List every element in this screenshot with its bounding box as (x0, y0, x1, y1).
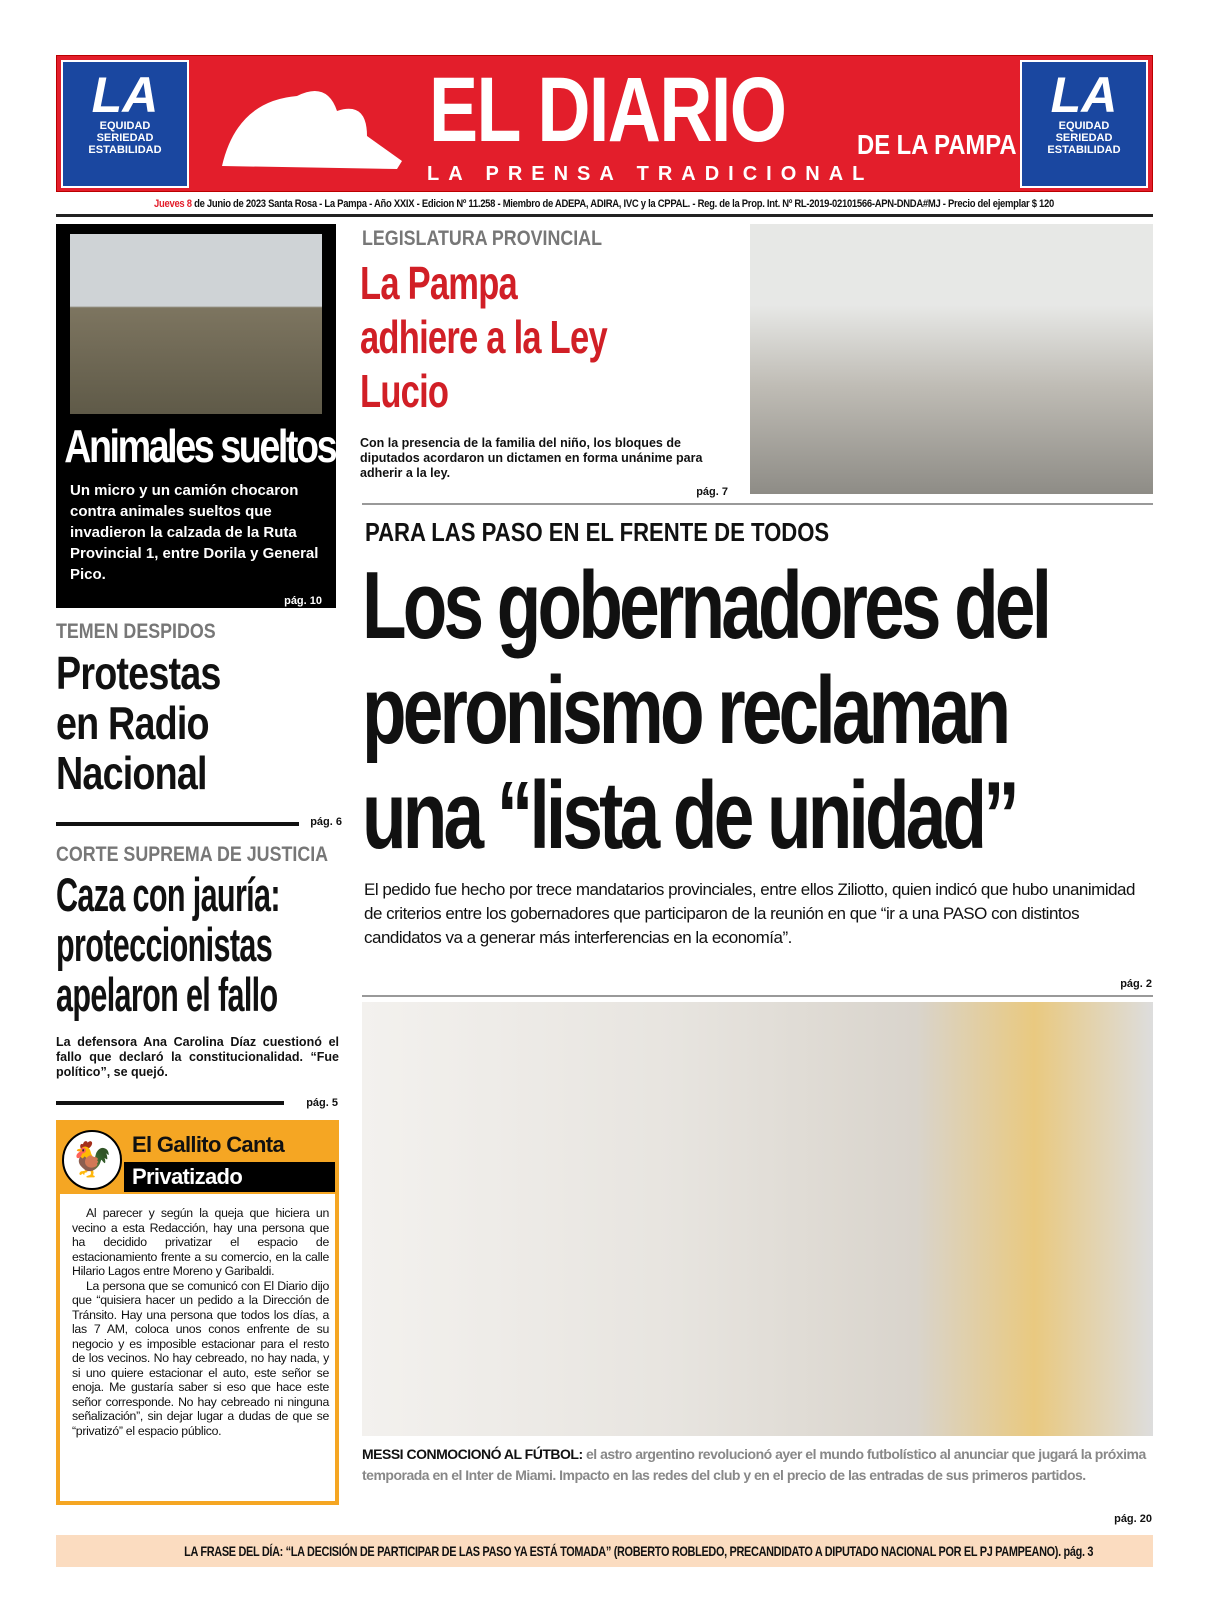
la-pampa-logo-left (61, 60, 189, 188)
sun-logo-icon (217, 81, 407, 171)
logo-text: LA (1050, 67, 1118, 123)
divider (56, 1101, 284, 1105)
frase-del-dia: LA FRASE DEL DÍA: “LA DECISIÓN DE PARTICIPAR DE LAS PASO YA ESTÁ TOMADA” (ROBERTO ROBLEDO, PRECANDIDATO A DIPUTADO NACIONAL POR EL PJ PAMPEANO). pág. 3 (56, 1535, 1153, 1567)
summary: Un micro y un camión chocaron contra animales sueltos que invadieron la calzada de la Ruta Provincial 1, entre Dorila y General Pico. (70, 482, 319, 583)
logo-line: SERIEDAD (96, 132, 154, 144)
la-pampa-logo-right (1020, 60, 1148, 188)
headline-radio[interactable]: Protestas en Radio Nacional (56, 647, 221, 799)
main-summary: El pedido fue hecho por trece mandatarios provinciales, entre ellos Ziliotto, quien indicó que hubo unanimidad de criterios entre los gobernadores que participaron de la reunión en que “ir a una PASO con distintos candidatos va a generar más interferencias en la economía”. (364, 880, 1135, 947)
bus-crash-photo (70, 234, 322, 414)
page-ref: pág. 10 (284, 595, 322, 607)
logo-line: EQUIDAD (1058, 120, 1110, 132)
divider (362, 995, 1153, 997)
messi-caption: MESSI CONMOCIONÓ AL FÚTBOL: el astro argentino revolucionó ayer el mundo futbolístico al anunciar que jugará la próxima temporada en el Inter de Miami. Impacto en las redes del club y en el precio de las entradas de sus primeros partidos. (362, 1446, 1146, 1483)
kicker: PARA LAS PASO EN EL FRENTE DE TODOS (365, 517, 830, 547)
kicker: TEMEN DESPIDOS (56, 620, 216, 643)
divider (362, 503, 1153, 505)
story-animales[interactable] (56, 224, 336, 608)
headline-lucio[interactable]: La Pampa adhiere a la Ley Lucio (360, 257, 607, 417)
paragraph: Al parecer y según la queja que hiciera un vecino a esta Redacción, hay una persona que ha decidido privatizar el espacio de estacionamiento frente a su comercio, en la calle Hilario Lagos entre Moreno y Garibaldi. (72, 1206, 329, 1278)
divider (56, 214, 1153, 217)
page-ref: pág. 7 (696, 486, 728, 498)
headline: Animales sueltos (64, 420, 336, 472)
page-ref: pág. 2 (1120, 978, 1152, 990)
divider (56, 822, 299, 826)
column-subtitle: Privatizado (124, 1162, 335, 1192)
dateline: Jueves 8 de Junio de 2023 Santa Rosa - La Pampa - Año XXIX - Edicion Nº 11.258 - Miembro de ADEPA, ADIRA, IVC y la CPPAL. - Reg. de la Prop. Int. Nº RL-2019-02101566-APN-DNDA#MJ - Precio del ejemplar $ 120 (154, 198, 1054, 210)
logo-line: ESTABILIDAD (88, 144, 162, 156)
masthead (56, 55, 1153, 192)
newspaper-title: EL DIARIO (429, 59, 786, 161)
legislature-photo (750, 224, 1153, 494)
headline-caza[interactable]: Caza con jauría: proteccionistas apelaron el fallo (56, 868, 280, 1021)
page-ref: pág. 20 (1114, 1513, 1152, 1525)
tagline: LA PRENSA TRADICIONAL (427, 163, 874, 185)
logo-line: EQUIDAD (99, 120, 151, 132)
kicker: CORTE SUPREMA DE JUSTICIA (56, 843, 329, 866)
messi-photo (362, 1002, 1153, 1436)
rooster-icon: 🐓 (62, 1130, 122, 1190)
summary: Con la presencia de la familia del niño, los bloques de diputados acordaron un dictamen en forma unánime para adherir a la ley. (360, 436, 703, 480)
paragraph: La persona que se comunicó con El Diario dijo que “quisiera hacer un pedido a la Dirección de Tránsito. Hay una persona que todos los días, a las 7 AM, coloca unos conos enfrente de su negocio y es imposible estacionar para el resto de los vecinos. No hay cebreado, no hay nada, y si uno quiere estacionar el auto, este señor se enoja. Me gustaría saber si eso que hace este señor corresponde. No hay cebreado ni ninguna señalización”, sin dejar lugar a dudas de que se “privatizó” el espacio público. (72, 1278, 329, 1438)
gallito-column (56, 1120, 339, 1505)
logo-text: LA (91, 67, 159, 123)
main-headline[interactable] (362, 553, 1048, 868)
headline-line: una “lista de unidad” (362, 762, 1016, 869)
logo-line: ESTABILIDAD (1047, 144, 1121, 156)
logo-line: SERIEDAD (1055, 132, 1113, 144)
headline-line: Los gobernadores del (362, 552, 1049, 659)
newspaper-subtitle: DE LA PAMPA (857, 129, 1017, 160)
page-ref: pág. 5 (306, 1097, 338, 1109)
column-title: El Gallito Canta (132, 1132, 285, 1157)
kicker: LEGISLATURA PROVINCIAL (362, 227, 602, 250)
page-ref: pág. 6 (310, 816, 342, 828)
summary: La defensora Ana Carolina Díaz cuestionó el fallo que declaró la constitucionalidad. “Fue político”, se quejó. (56, 1035, 339, 1079)
headline-line: peronismo reclaman (362, 657, 1008, 764)
